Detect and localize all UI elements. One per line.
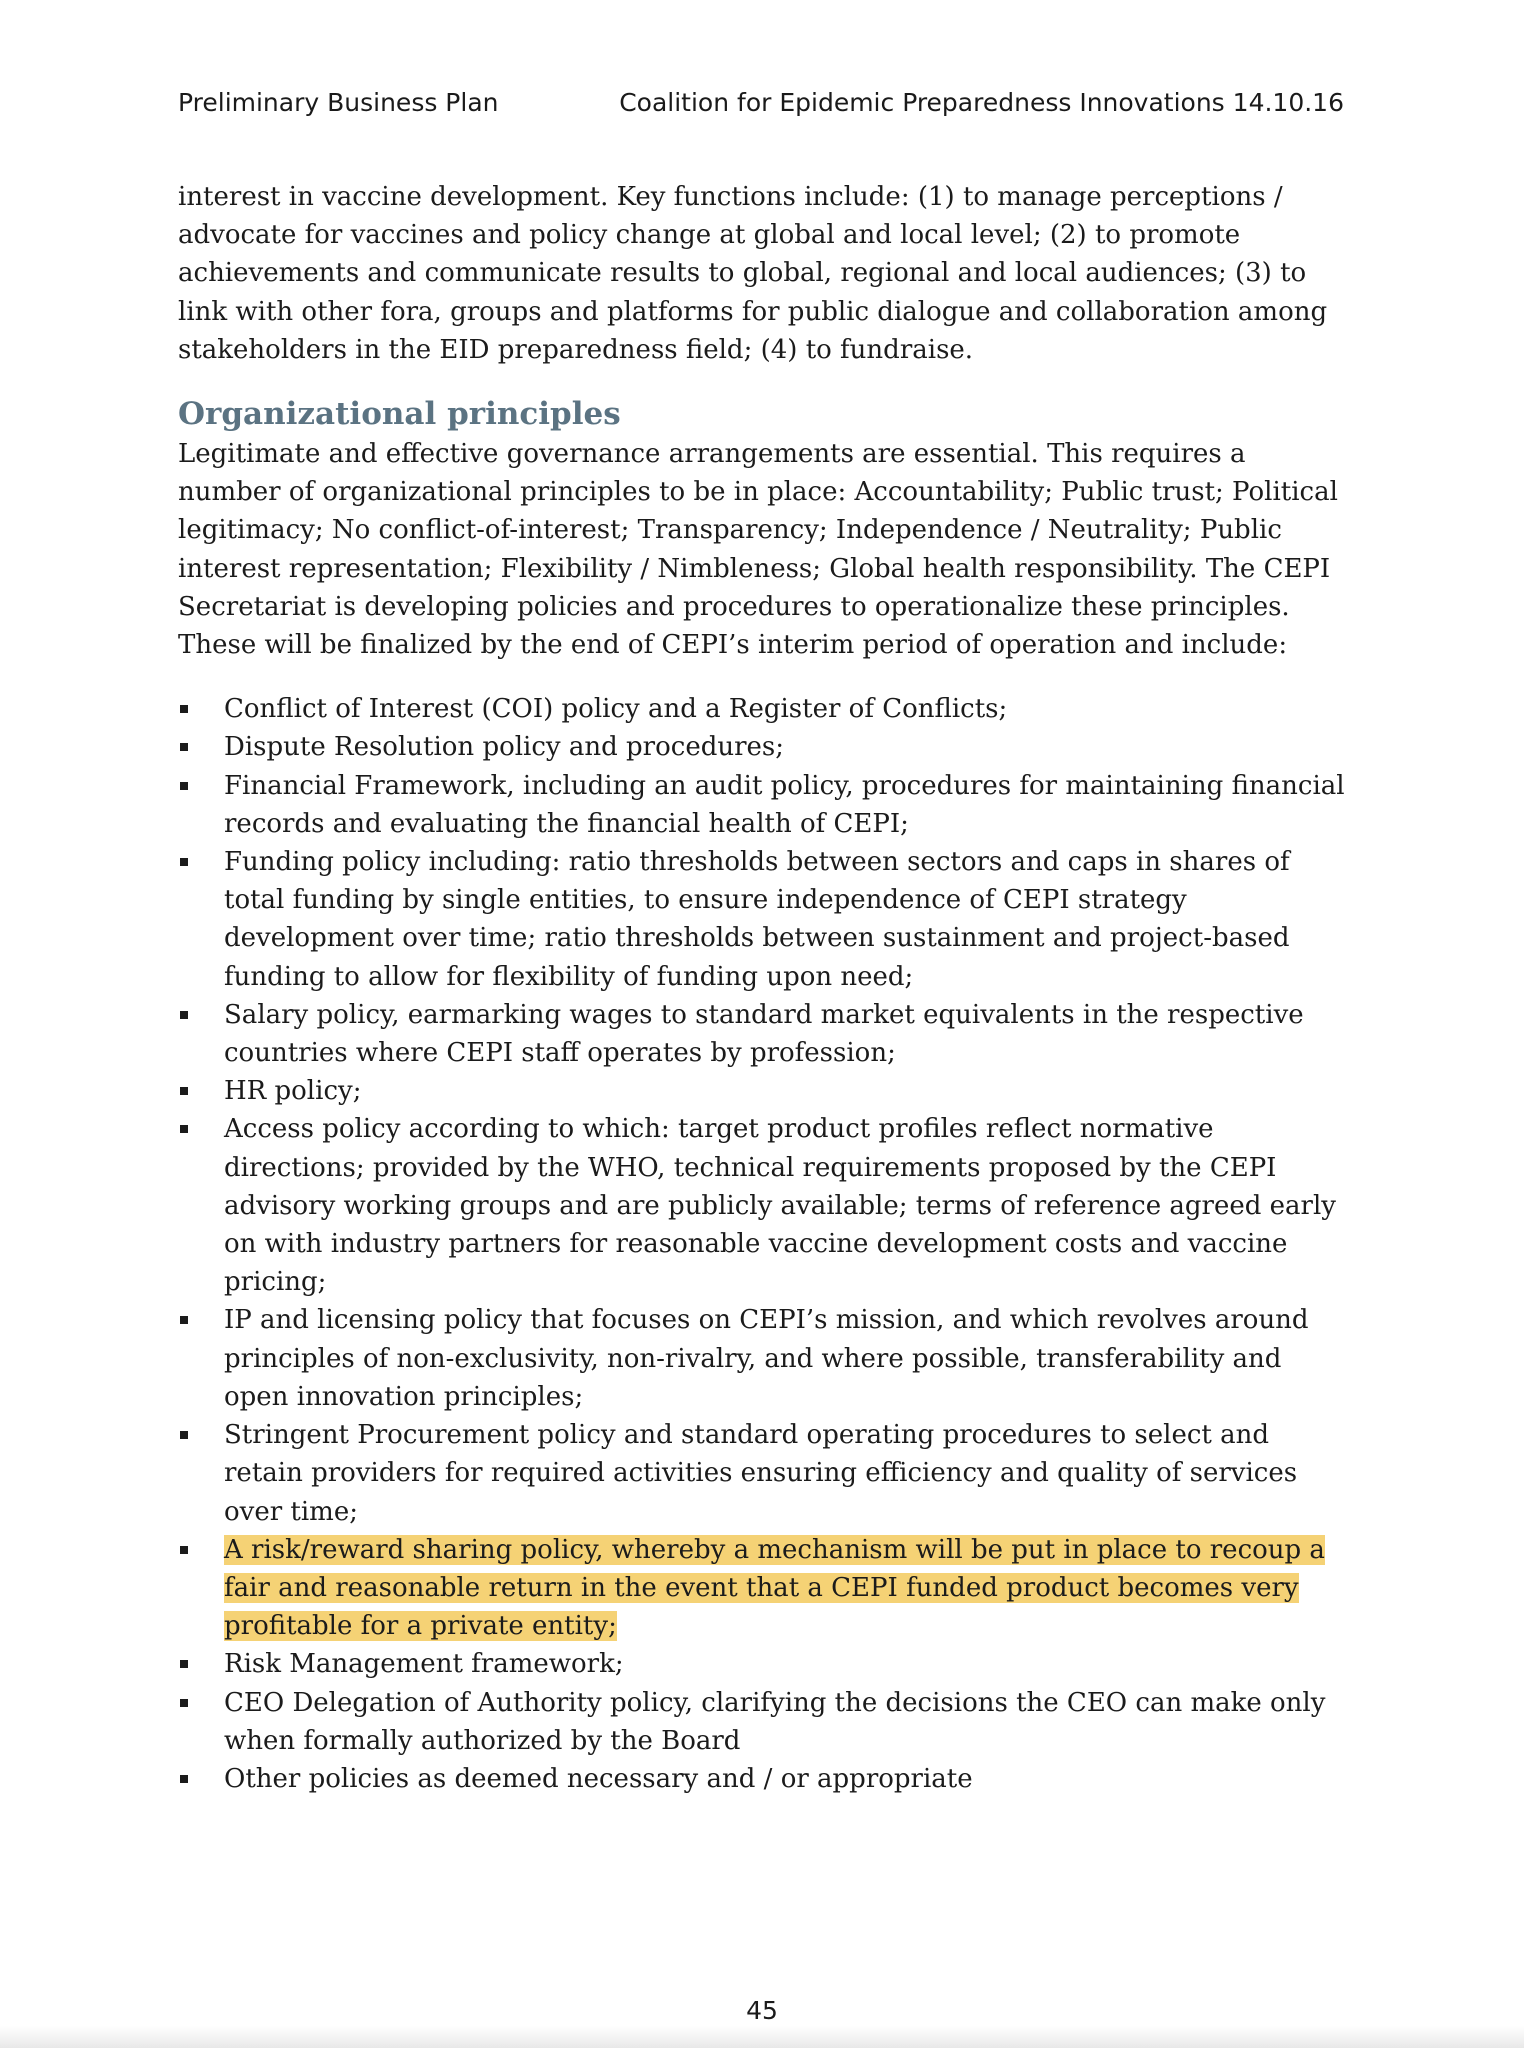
square-bullet-icon	[180, 1011, 188, 1019]
list-item	[178, 1684, 1346, 1760]
page-number: 45	[746, 1996, 778, 2025]
header-document-title: Preliminary Business Plan	[178, 88, 499, 117]
square-bullet-icon	[180, 1699, 188, 1707]
square-bullet-icon	[180, 782, 188, 790]
list-item-text: Salary policy, earmarking wages to standard market equivalents in the respective countries where CEPI staff operates by profession;	[224, 999, 1304, 1069]
header-organization-date: Coalition for Epidemic Preparedness Innovations 14.10.16	[619, 88, 1344, 117]
list-item	[178, 728, 1346, 766]
list-item	[178, 1110, 1346, 1301]
list-item-text: Access policy according to which: target product profiles reflect normative directions; provided by the WHO, technical requirements proposed by the CEPI advisory working groups and are publicly available; terms of reference agreed early on with industry partners for reasonable vaccine development costs and vaccine pricing;	[224, 1114, 1336, 1298]
list-item	[178, 1645, 1346, 1683]
list-item-text: IP and licensing policy that focuses on CEPI’s mission, and which revolves around principles of non-exclusivity, non-rivalry, and where possible, transferability and open innovation principles;	[224, 1305, 1309, 1412]
square-bullet-icon	[180, 1125, 188, 1133]
list-item-text: Dispute Resolution policy and procedures;	[224, 732, 785, 763]
square-bullet-icon	[180, 1546, 188, 1554]
page-bottom-shadow	[0, 2026, 1524, 2048]
policy-list	[178, 690, 1346, 1798]
list-item	[178, 690, 1346, 728]
list-item-text: Other policies as deemed necessary and / or appropriate	[224, 1763, 973, 1794]
highlighted-text: A risk/reward sharing policy, whereby a mechanism will be put in place to recoup a fair and reasonable return in the event that a CEPI funded product becomes very profitable for a private entity;	[224, 1534, 1325, 1642]
square-bullet-icon	[180, 1316, 188, 1324]
square-bullet-icon	[180, 1775, 188, 1783]
list-item-text: Stringent Procurement policy and standard operating procedures to select and retain providers for required activities ensuring efficiency and quality of services over time;	[224, 1420, 1298, 1527]
square-bullet-icon	[180, 1660, 188, 1668]
square-bullet-icon	[180, 1431, 188, 1439]
square-bullet-icon	[180, 1087, 188, 1095]
list-item-text: Financial Framework, including an audit policy, procedures for maintaining financial records and evaluating the financial health of CEPI;	[224, 770, 1345, 839]
opening-paragraph: interest in vaccine development. Key functions include: (1) to manage perceptions / advocate for vaccines and policy change at global and local level; (2) to promote achievements and communicate results to global, regional and local audiences; (3) to link with other fora, groups and platforms for public dialogue and collaboration among stakeholders in the EID preparedness field; (4) to fundraise.	[178, 182, 1328, 365]
list-item	[178, 1072, 1346, 1110]
list-item-text: Conflict of Interest (COI) policy and a Register of Conflicts;	[224, 694, 1008, 725]
list-item	[178, 767, 1346, 843]
list-item	[178, 1416, 1346, 1531]
square-bullet-icon	[180, 705, 188, 713]
square-bullet-icon	[180, 858, 188, 866]
section-heading: Organizational principles	[178, 396, 621, 433]
page-content	[178, 178, 1346, 1798]
list-item-text: HR policy;	[224, 1076, 362, 1107]
list-item-text: Funding policy including: ratio thresholds between sectors and caps in shares of total funding by single entities, to ensure independence of CEPI strategy development over time; ratio thresholds between sustainment and project-based funding to allow for flexibility of funding upon need;	[224, 847, 1290, 992]
list-item	[178, 1301, 1346, 1416]
page-header	[178, 88, 1344, 124]
section-intro-paragraph: Legitimate and effective governance arrangements are essential. This requires a number of organizational principles to be in place: Accountability; Public trust; Political legitimacy; No conflict-of-interest; Transparency; Independence / Neutrality; Public interest representation; Flexibility / Nimbleness; Global health responsibility. The CEPI Secretariat is developing policies and procedures to operationalize these principles. These will be finalized by the end of CEPI’s interim period of operation and include:	[178, 439, 1338, 661]
list-item-text: CEO Delegation of Authority policy, clarifying the decisions the CEO can make only when formally authorized by the Board	[224, 1687, 1326, 1756]
list-item-highlighted	[178, 1531, 1346, 1646]
square-bullet-icon	[180, 743, 188, 751]
list-item	[178, 1760, 1346, 1798]
list-item	[178, 843, 1346, 996]
list-item-text: Risk Management framework;	[224, 1649, 624, 1680]
list-item	[178, 996, 1346, 1072]
